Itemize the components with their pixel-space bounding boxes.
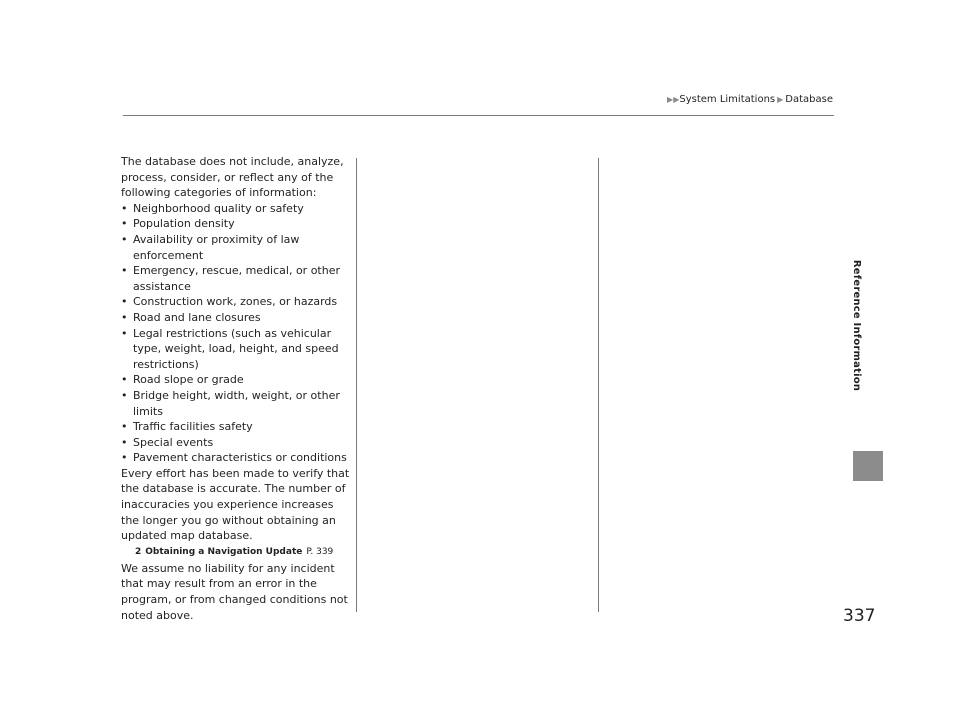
list-item — [121, 232, 353, 263]
list-item-text: Legal restrictions (such as vehicular type, weight, load, height, and speed restrictions) — [133, 326, 339, 371]
header-rule — [123, 115, 834, 116]
list-item-text: Pavement characteristics or conditions — [133, 451, 347, 465]
list-item-text: Construction work, zones, or hazards — [133, 295, 338, 309]
bullet-icon: • — [121, 217, 128, 231]
list-item-text: Traffic facilities safety — [133, 420, 253, 434]
list-item-text: Road and lane closures — [133, 310, 261, 324]
main-text-column — [121, 154, 353, 623]
double-arrow-icon: ▶▶ — [667, 95, 680, 104]
cross-reference-title[interactable]: Obtaining a Navigation Update — [145, 546, 303, 557]
arrow-icon: ▶ — [777, 95, 784, 104]
list-item-text: Availability or proximity of law enforcement — [133, 232, 300, 262]
list-item-text: Neighborhood quality or safety — [133, 201, 304, 215]
list-item — [121, 216, 353, 232]
cross-reference-page[interactable]: P. 339 — [306, 546, 334, 557]
column-divider-right — [598, 158, 599, 612]
reference-arrow-icon: 2 — [135, 546, 142, 557]
bullet-icon: • — [121, 435, 128, 449]
bullet-icon: • — [121, 451, 128, 465]
bullet-icon: • — [121, 295, 128, 309]
column-divider-left — [356, 158, 357, 612]
bullet-icon: • — [121, 373, 128, 387]
cross-reference-link[interactable] — [121, 544, 353, 560]
breadcrumb — [667, 93, 833, 107]
list-item — [121, 326, 353, 373]
bullet-icon: • — [121, 420, 128, 434]
excluded-info-list — [121, 201, 353, 466]
list-item — [121, 201, 353, 217]
list-item-text: Bridge height, width, weight, or other limits — [133, 388, 340, 418]
section-marker-block — [853, 451, 883, 481]
list-item — [121, 372, 353, 388]
breadcrumb-topic[interactable]: Database — [785, 94, 833, 105]
bullet-icon: • — [121, 264, 128, 278]
bullet-icon: • — [121, 201, 128, 215]
list-item-text: Emergency, rescue, medical, or other assistance — [133, 264, 341, 293]
bullet-icon: • — [121, 232, 128, 246]
list-item-text: Road slope or grade — [133, 373, 244, 387]
list-item-text: Population density — [133, 217, 235, 231]
list-item — [121, 263, 353, 294]
bullet-icon: • — [121, 310, 128, 324]
list-item — [121, 435, 353, 451]
breadcrumb-section[interactable]: System Limitations — [679, 94, 776, 105]
side-tab-label: Reference Information — [851, 259, 863, 391]
list-item — [121, 419, 353, 435]
list-item-text: Special events — [133, 435, 214, 449]
list-item — [121, 294, 353, 310]
intro-paragraph: The database does not include, analyze, process, consider, or reflect any of the following categories of information: — [121, 155, 344, 200]
list-item — [121, 388, 353, 419]
section-side-tab — [847, 214, 867, 436]
liability-paragraph: We assume no liability for any incident that may result from an error in the program, or from changed conditions not noted above. — [121, 561, 348, 622]
list-item — [121, 450, 353, 466]
list-item — [121, 310, 353, 326]
bullet-icon: • — [121, 326, 128, 340]
accuracy-paragraph: Every effort has been made to verify that the database is accurate. The number of inaccuracies you experience increases the longer you go without obtaining an updated map database. — [121, 466, 350, 543]
bullet-icon: • — [121, 388, 128, 402]
page-number: 337 — [843, 606, 876, 626]
